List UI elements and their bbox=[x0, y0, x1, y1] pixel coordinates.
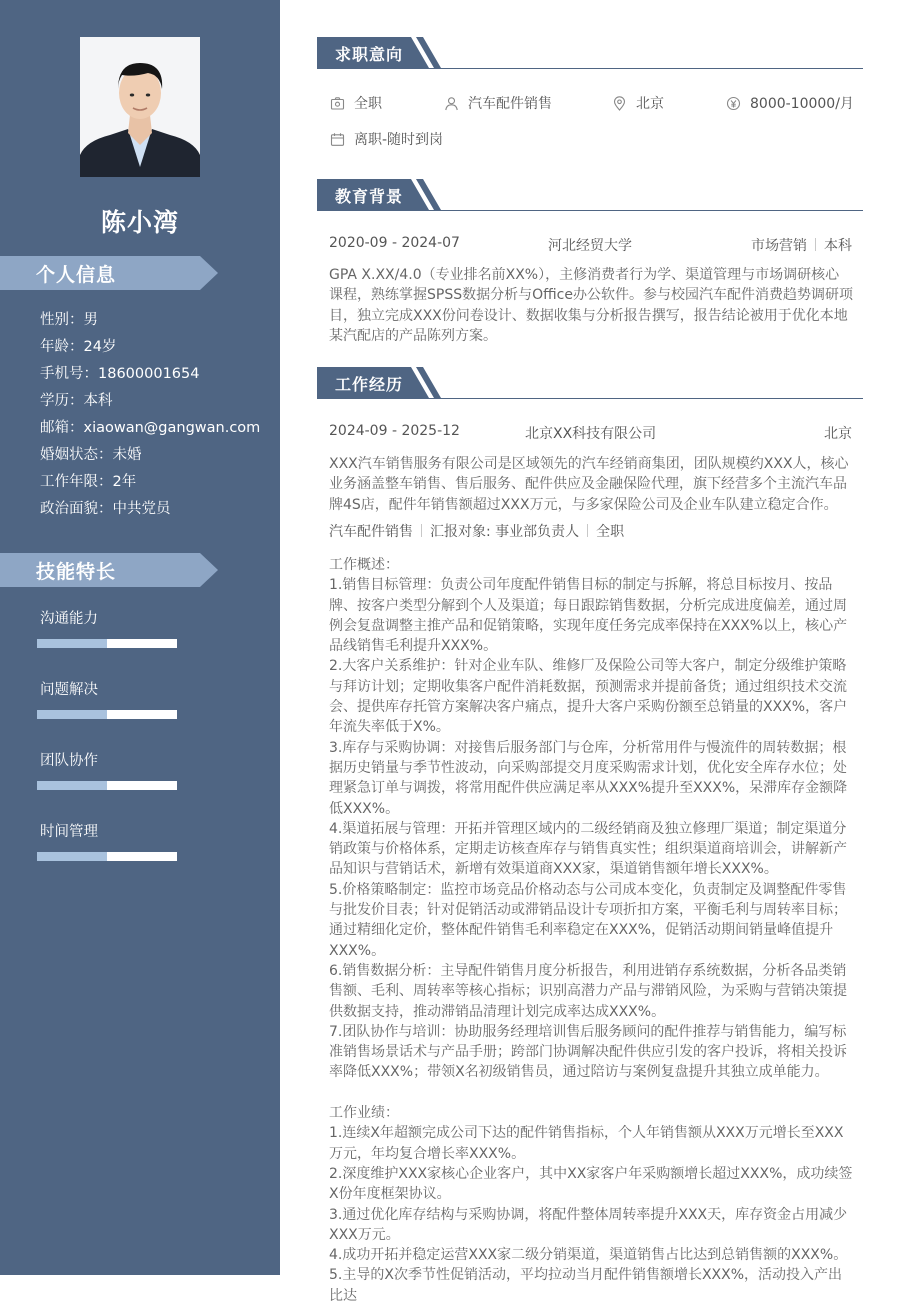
intent-heading-label: 求职意向 bbox=[335, 45, 404, 64]
achievement-item: 3.通过优化库存结构与采购协调，将配件整体周转率提升XXX天，库存资金占用减少XXX万元。 bbox=[329, 1206, 848, 1243]
work-location: 北京 bbox=[824, 426, 852, 442]
skill-bar bbox=[37, 852, 177, 861]
intent-salary-text: 8000-10000/月 bbox=[750, 96, 854, 112]
intent-job-type bbox=[330, 93, 382, 113]
intent-city-text: 北京 bbox=[636, 96, 664, 112]
divider bbox=[815, 238, 816, 251]
work-heading-label: 工作经历 bbox=[335, 375, 404, 394]
profile-photo bbox=[80, 37, 200, 177]
skill-bar bbox=[37, 639, 177, 648]
intent-availability bbox=[330, 129, 443, 149]
yuan-coin-icon bbox=[726, 96, 741, 111]
work-company-intro bbox=[329, 454, 853, 515]
person-name: 陈小湾 bbox=[100, 208, 179, 237]
skill-name: 沟通能力 bbox=[40, 611, 98, 627]
info-marital: 婚姻状态：未婚 bbox=[40, 447, 142, 463]
education-major-degree bbox=[751, 235, 852, 255]
skill-level-fill bbox=[37, 710, 107, 719]
achievement-item: 4.成功开拓并稳定运营XXX家二级分销渠道，渠道销售占比达到总销售额的XXX%。 bbox=[329, 1247, 848, 1264]
skill-bar bbox=[37, 781, 177, 790]
divider bbox=[421, 524, 422, 537]
work-details bbox=[329, 555, 853, 1304]
info-political: 政治面貌：中共党员 bbox=[40, 501, 171, 517]
info-age: 年龄：24岁 bbox=[40, 339, 117, 355]
work-period: 2024-09 - 2025-12 bbox=[329, 423, 460, 439]
intent-position-text: 汽车配件销售 bbox=[468, 96, 552, 112]
achievements-title: 工作业绩： bbox=[329, 1105, 399, 1122]
skill-name: 时间管理 bbox=[40, 824, 98, 840]
education-description bbox=[329, 265, 853, 346]
overview-item: 5.价格策略制定：监控市场竞品价格动态与公司成本变化，负责制定及调整配件零售与批发价目表；针对促销活动或滞销品设计专项折扣方案，平衡毛利与周转率目标；通过精细化定价，整体配件销售毛利率稳定在XXX%，促销活动期间销量峰值提升XXX%。 bbox=[329, 881, 847, 959]
overview-title: 工作概述： bbox=[329, 557, 399, 573]
work-company: 北京XX科技有限公司 bbox=[525, 426, 657, 442]
work-section-heading bbox=[317, 367, 863, 399]
sidebar bbox=[0, 0, 280, 1275]
education-school: 河北经贸大学 bbox=[548, 238, 632, 254]
intent-section-heading bbox=[317, 37, 863, 69]
intent-salary bbox=[726, 93, 854, 113]
info-phone: 手机号：18600001654 bbox=[40, 366, 200, 382]
work-report-to: 汇报对象: 事业部负责人 bbox=[430, 524, 580, 540]
calendar-icon bbox=[330, 132, 345, 147]
user-icon bbox=[444, 96, 459, 111]
personal-info-heading bbox=[0, 256, 218, 290]
overview-item: 1.销售目标管理：负责公司年度配件销售目标的制定与拆解，将总目标按月、按品牌、按客户类型分解到个人及渠道；每日跟踪销售数据，分析完成进度偏差，通过周例会复盘调整主推产品和促销策略，实现年度任务完成率保持在XXX%以上，核心产品线销售毛利提升XXX%。 bbox=[329, 577, 848, 655]
education-heading-label: 教育背景 bbox=[335, 187, 404, 206]
intent-position bbox=[444, 93, 552, 113]
education-section-heading bbox=[317, 179, 863, 211]
intent-job-type-text: 全职 bbox=[354, 96, 382, 112]
achievement-item: 5.主导的X次季节性促销活动，平均拉动当月配件销售额增长XXX%，活动投入产出比达 bbox=[329, 1267, 843, 1304]
info-gender: 性别：男 bbox=[40, 312, 98, 328]
briefcase-icon bbox=[330, 96, 345, 111]
skill-bar bbox=[37, 710, 177, 719]
info-work-years: 工作年限：2年 bbox=[40, 474, 137, 490]
intent-availability-text: 离职-随时到岗 bbox=[354, 132, 444, 148]
work-role: 汽车配件销售 bbox=[329, 524, 413, 540]
personal-info-heading-label: 个人信息 bbox=[36, 264, 117, 286]
skill-level-fill bbox=[37, 852, 107, 861]
divider bbox=[587, 524, 588, 537]
spacer bbox=[329, 1083, 853, 1103]
education-period: 2020-09 - 2024-07 bbox=[329, 235, 460, 251]
skills-heading-label: 技能特长 bbox=[36, 561, 117, 583]
overview-item: 3.库存与采购协调：对接售后服务部门与仓库，分析常用件与慢流件的周转数据；根据历史销量与季节性波动，向采购部提交月度采购需求计划，优化安全库存水位；处理紧急订单与调拨，将常用配件供应满足率从XXX%提升至XXX%，呆滞库存金额降低XXX%。 bbox=[329, 739, 848, 817]
overview-item: 2.大客户关系维护：针对企业车队、维修厂及保险公司等大客户，制定分级维护策略与拜访计划；定期收集客户配件消耗数据，预测需求并提前备货；通过组织技术交流会、提供库存托管方案解决客户痛点，提升大客户采购份额至总销量的XXX%，客户年流失率低于X%。 bbox=[329, 658, 848, 736]
location-pin-icon bbox=[612, 96, 627, 111]
skill-level-fill bbox=[37, 639, 107, 648]
education-major: 市场营销 bbox=[751, 238, 807, 254]
intent-city bbox=[612, 93, 664, 113]
overview-item: 7.团队协作与培训：协助服务经理培训售后服务顾问的配件推荐与销售能力，编写标准销售场景话术与产品手册；跨部门协调解决配件供应引发的客户投诉，将相关投诉率降低XXX%；带领X名初级销售员，通过陪访与案例复盘提升其独立成单能力。 bbox=[329, 1023, 847, 1081]
overview-item: 4.渠道拓展与管理：开拓并管理区域内的二级经销商及独立修理厂渠道；制定渠道分销政策与价格体系，定期走访核查库存与销售真实性；组织渠道商培训会，讲解新产品知识与营销话术，新增有效渠道商XXX家，渠道销售额年增长XXX%。 bbox=[329, 820, 847, 878]
skills-heading bbox=[0, 553, 218, 587]
education-degree: 本科 bbox=[824, 238, 852, 254]
overview-item: 6.销售数据分析：主导配件销售月度分析报告，利用进销存系统数据，分析各品类销售额、毛利、周转率等核心指标；识别高潜力产品与滞销风险，为采购与营销决策提供数据支持，推动滞销品清理计划完成率达成XXX%。 bbox=[329, 962, 847, 1020]
education-description-text: GPA X.XX/4.0（专业排名前XX%），主修消费者行为学、渠道管理与市场调研核心课程，熟练掌握SPSS数据分析与Office办公软件。参与校园汽车配件消费趋势调研项目，独立完成XXX份问卷设计、数据收集与分析报告撰写，报告结论被用于优化本地某汽配店的产品陈列方案。 bbox=[329, 267, 853, 344]
skill-level-fill bbox=[37, 781, 107, 790]
personal-info-list bbox=[40, 307, 260, 523]
work-role-line bbox=[329, 521, 624, 541]
skill-name: 团队协作 bbox=[40, 753, 98, 769]
info-email: 邮箱：xiaowan@gangwan.com bbox=[40, 420, 261, 436]
work-job-type: 全职 bbox=[596, 524, 625, 540]
achievement-item: 1.连续X年超额完成公司下达的配件销售指标，个人年销售额从XXX万元增长至XXX万元，年均复合增长率XXX%。 bbox=[329, 1125, 844, 1162]
achievement-item: 2.深度维护XXX家核心企业客户，其中XX家客户年采购额增长超过XXX%，成功续签X份年度框架协议。 bbox=[329, 1165, 853, 1203]
skill-name: 问题解决 bbox=[40, 682, 98, 698]
info-education: 学历：本科 bbox=[40, 393, 113, 409]
avatar-icon bbox=[80, 37, 200, 177]
work-company-intro-text: XXX汽车销售服务有限公司是区域领先的汽车经销商集团，团队规模约XXX人，核心业务涵盖整车销售、售后服务、配件供应及金融保险代理，旗下经营多个主流汽车品牌4S店，配件年销售额超过XXX万元，与多家保险公司及企业车队建立稳定合作。 bbox=[329, 456, 849, 513]
